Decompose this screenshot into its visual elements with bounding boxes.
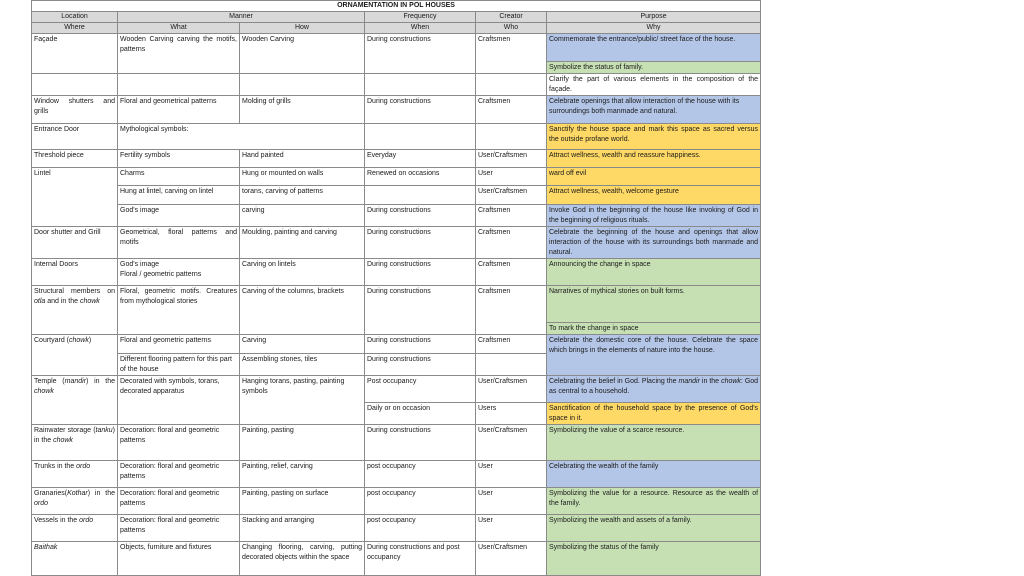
header-creator: Creator bbox=[476, 12, 547, 23]
table-row bbox=[32, 425, 761, 461]
cell-how: Hung or mounted on walls bbox=[240, 168, 365, 186]
cell-why: Celebrate the beginning of the house and openings that allow interaction of the house with its surroundings both manmade and natural. bbox=[547, 227, 761, 259]
cell-when: Renewed on occasions bbox=[365, 168, 476, 186]
cell-who: Craftsmen bbox=[476, 205, 547, 227]
cell-how: torans, carving of patterns bbox=[240, 186, 365, 205]
cell-why: Sanctification of the household space by the presence of God's space in it. bbox=[547, 403, 761, 425]
cell-how: Painting, pasting on surface bbox=[240, 488, 365, 515]
cell-how: Molding of grills bbox=[240, 96, 365, 124]
table-row bbox=[32, 488, 761, 515]
cell-who: User/Craftsmen bbox=[476, 425, 547, 461]
table-row bbox=[32, 376, 761, 403]
cell-what: God's image bbox=[118, 205, 240, 227]
table-row bbox=[32, 205, 761, 227]
header-where: Where bbox=[32, 23, 118, 34]
cell-where: Entrance Door bbox=[32, 124, 118, 150]
table-row bbox=[32, 34, 761, 62]
cell-why: Announcing the change in space bbox=[547, 259, 761, 286]
cell-when: Post occupancy bbox=[365, 376, 476, 403]
ornamentation-table bbox=[31, 0, 761, 576]
cell-what: Floral and geometric patterns bbox=[118, 335, 240, 354]
cell-where: Trunks in the ordo bbox=[32, 461, 118, 488]
cell-when: During constructions bbox=[365, 335, 476, 354]
cell-when: post occupancy bbox=[365, 461, 476, 488]
cell-when: post occupancy bbox=[365, 515, 476, 542]
cell-where: Threshold piece bbox=[32, 150, 118, 168]
cell-what: Decoration: floral and geometric patterns bbox=[118, 515, 240, 542]
cell-why: Symbolize the status of family. bbox=[547, 62, 761, 74]
table-title: ORNAMENTATION IN POL HOUSES bbox=[32, 1, 761, 12]
cell-why: Symbolizing the value for a resource. Resource as the wealth of the family. bbox=[547, 488, 761, 515]
cell-how: Moulding, painting and carving bbox=[240, 227, 365, 259]
cell-what: God's image Floral / geometric patterns bbox=[118, 259, 240, 286]
cell-why: Sanctify the house space and mark this space as sacred versus the outside profane world. bbox=[547, 124, 761, 150]
cell-when: During constructions bbox=[365, 354, 476, 376]
cell-why: Invoke God in the beginning of the house like invoking of God in the beginning of religious rituals. bbox=[547, 205, 761, 227]
cell-what: Hung at lintel, carving on lintel bbox=[118, 186, 240, 205]
header-when: When bbox=[365, 23, 476, 34]
table-row bbox=[32, 186, 761, 205]
cell-who: User bbox=[476, 515, 547, 542]
cell-why: Narratives of mythical stories on built forms. bbox=[547, 286, 761, 323]
cell-when: During constructions bbox=[365, 227, 476, 259]
cell-what: Charms bbox=[118, 168, 240, 186]
table-row bbox=[32, 227, 761, 259]
table-row bbox=[32, 124, 761, 150]
cell-where: Courtyard (chowk) bbox=[32, 335, 118, 376]
cell-where: Rainwater storage (tanku) in the chowk bbox=[32, 425, 118, 461]
cell-what: Geometrical, floral patterns and motifs bbox=[118, 227, 240, 259]
cell-how: carving bbox=[240, 205, 365, 227]
cell-where: Temple (mandir) in the chowk bbox=[32, 376, 118, 425]
table-row bbox=[32, 515, 761, 542]
table-row bbox=[32, 461, 761, 488]
header-frequency: Frequency bbox=[365, 12, 476, 23]
table-row bbox=[32, 542, 761, 576]
header-how: How bbox=[240, 23, 365, 34]
cell-where: Granaries(Kothar) in the ordo bbox=[32, 488, 118, 515]
cell-when: post occupancy bbox=[365, 488, 476, 515]
cell-where: Façade bbox=[32, 34, 118, 74]
header-manner: Manner bbox=[118, 12, 365, 23]
cell-how: Hand painted bbox=[240, 150, 365, 168]
cell-why: ward off evil bbox=[547, 168, 761, 186]
cell-why: Clarify the part of various elements in the composition of the façade. bbox=[547, 74, 761, 96]
cell-why: Celebrate the domestic core of the house. Celebrate the space which brings in the elements of nature into the house. bbox=[547, 335, 761, 376]
cell-when: During constructions bbox=[365, 259, 476, 286]
cell-who: Craftsmen bbox=[476, 34, 547, 74]
header-row-2 bbox=[32, 23, 761, 34]
cell-why: Symbolizing the value of a scarce resource. bbox=[547, 425, 761, 461]
cell-what: Decoration: floral and geometric patterns bbox=[118, 425, 240, 461]
cell-how: Painting, relief, carving bbox=[240, 461, 365, 488]
cell-how: Wooden Carving bbox=[240, 34, 365, 74]
cell-why: Symbolizing the wealth and assets of a family. bbox=[547, 515, 761, 542]
cell-who: User/Craftsmen bbox=[476, 542, 547, 576]
cell-why: Symbolizing the status of the family bbox=[547, 542, 761, 576]
cell-how: Painting, pasting bbox=[240, 425, 365, 461]
cell-how: Assembling stones, tiles bbox=[240, 354, 365, 376]
cell-where: Lintel bbox=[32, 168, 118, 227]
cell-who: User/Craftsmen bbox=[476, 186, 547, 205]
cell-why: To mark the change in space bbox=[547, 323, 761, 335]
cell-who: User/Craftsmen bbox=[476, 376, 547, 403]
cell-what: Decoration: floral and geometric patterns bbox=[118, 488, 240, 515]
cell-what: Floral, geometric motifs. Creatures from mythological stories bbox=[118, 286, 240, 335]
cell-where: Vessels in the ordo bbox=[32, 515, 118, 542]
header-what: What bbox=[118, 23, 240, 34]
cell-where: Window shutters and grills bbox=[32, 96, 118, 124]
cell-what: Decoration: floral and geometric patterns bbox=[118, 461, 240, 488]
table-row bbox=[32, 96, 761, 124]
cell-when: Everyday bbox=[365, 150, 476, 168]
cell-who: Craftsmen bbox=[476, 286, 547, 335]
cell-how: Carving bbox=[240, 335, 365, 354]
cell-how: Stacking and arranging bbox=[240, 515, 365, 542]
cell-who: User bbox=[476, 168, 547, 186]
header-row-1 bbox=[32, 12, 761, 23]
cell-where: Baithak bbox=[32, 542, 118, 576]
cell-what: Wooden Carving carving the motifs, patterns bbox=[118, 34, 240, 74]
cell-when: During constructions bbox=[365, 205, 476, 227]
cell-how: Hanging torans, pasting, painting symbols bbox=[240, 376, 365, 425]
cell-why: Attract wellness, wealth and reassure happiness. bbox=[547, 150, 761, 168]
cell-who: User bbox=[476, 461, 547, 488]
cell-who: User bbox=[476, 488, 547, 515]
header-location: Location bbox=[32, 12, 118, 23]
ornamentation-sheet bbox=[31, 0, 760, 576]
cell-where: Door shutter and Grill bbox=[32, 227, 118, 259]
cell-what: Mythological symbols: bbox=[118, 124, 365, 150]
cell-how: Changing flooring, carving, putting decorated objects within the space bbox=[240, 542, 365, 576]
cell-what: Decorated with symbols, torans, decorated apparatus bbox=[118, 376, 240, 425]
table-row bbox=[32, 74, 761, 96]
header-purpose: Purpose bbox=[547, 12, 761, 23]
cell-who: Craftsmen bbox=[476, 335, 547, 354]
header-who: Who bbox=[476, 23, 547, 34]
cell-what: Objects, furniture and fixtures bbox=[118, 542, 240, 576]
cell-who: Craftsmen bbox=[476, 259, 547, 286]
cell-why: Commemorate the entrance/public/ street face of the house. bbox=[547, 34, 761, 62]
cell-when: During constructions bbox=[365, 286, 476, 335]
cell-who: Craftsmen bbox=[476, 227, 547, 259]
table-row bbox=[32, 286, 761, 323]
cell-who: Craftsmen bbox=[476, 96, 547, 124]
cell-how: Carving on lintels bbox=[240, 259, 365, 286]
cell-why: Celebrating the belief in God. Placing the mandir in the chowk: God as central to a household. bbox=[547, 376, 761, 403]
cell-when: During constructions bbox=[365, 425, 476, 461]
cell-how: Carving of the columns, brackets bbox=[240, 286, 365, 335]
cell-where: Structural members on otla and in the chowk bbox=[32, 286, 118, 335]
cell-when: During constructions bbox=[365, 34, 476, 74]
cell-why: Celebrate openings that allow interaction of the house with its surroundings both manmade and natural. bbox=[547, 96, 761, 124]
header-why: Why bbox=[547, 23, 761, 34]
table-row bbox=[32, 168, 761, 186]
cell-who: Users bbox=[476, 403, 547, 425]
cell-who: User/Craftsmen bbox=[476, 150, 547, 168]
cell-when: During constructions and post occupancy bbox=[365, 542, 476, 576]
cell-when: During constructions bbox=[365, 96, 476, 124]
table-row bbox=[32, 150, 761, 168]
cell-when: Daily or on occasion bbox=[365, 403, 476, 425]
cell-why: Celebrating the wealth of the family bbox=[547, 461, 761, 488]
cell-what: Floral and geometrical patterns bbox=[118, 96, 240, 124]
cell-what: Fertility symbols bbox=[118, 150, 240, 168]
cell-why: Attract wellness, wealth, welcome gesture bbox=[547, 186, 761, 205]
cell-where: Internal Doors bbox=[32, 259, 118, 286]
title-row bbox=[32, 1, 761, 12]
table-row bbox=[32, 335, 761, 354]
table-row bbox=[32, 259, 761, 286]
cell-what: Different flooring pattern for this part of the house bbox=[118, 354, 240, 376]
